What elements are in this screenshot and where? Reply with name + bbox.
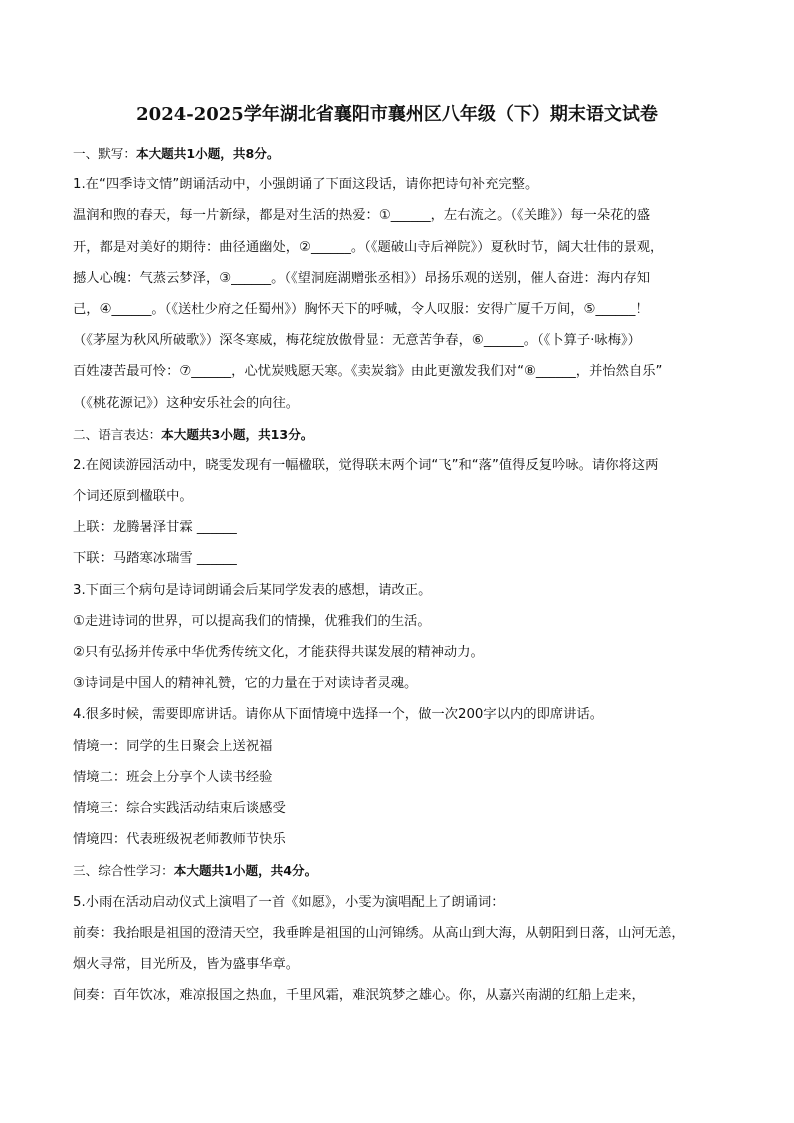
text-line (73, 543, 723, 574)
line-text: 撼人心魄：气蒸云梦泽，③______。（《望洞庭湖赠张丞相》）昂扬乐观的送别，催人奋进：海内存知 (73, 270, 651, 286)
line-text: 5.小雨在活动启动仪式上演唱了一首《如愿》，小雯为演唱配上了朗诵词： (73, 894, 505, 910)
text-line (73, 200, 723, 231)
line-text: 3.下面三个病句是诗词朗诵会后某同学发表的感想，请改正。 (73, 582, 432, 598)
text-line (73, 918, 723, 949)
line-text: 上联：龙腾暑泽甘霖 ______ (73, 520, 237, 536)
text-line (73, 699, 723, 730)
text-line (73, 450, 723, 481)
heading-score: 本大题共3小题，共13分。 (161, 426, 314, 442)
text-line (73, 793, 723, 824)
text-line (73, 980, 723, 1011)
text-line (73, 232, 723, 263)
text-line (73, 388, 723, 419)
line-text: 烟火寻常，目光所及，皆为盛事华章。 (73, 956, 300, 972)
text-line (73, 887, 723, 918)
line-text: ③诗词是中国人的精神礼赞，它的力量在于对读诗者灵魂。 (73, 676, 418, 692)
text-line (73, 263, 723, 294)
text-line (73, 481, 723, 512)
line-text: 情境三：综合实践活动结束后谈感受 (73, 800, 286, 816)
line-text: 三、综合性学习： (73, 863, 174, 879)
text-line (73, 512, 723, 543)
line-text: 情境四：代表班级祝老师教师节快乐 (73, 832, 286, 848)
section-heading (73, 855, 723, 886)
text-line (73, 325, 723, 356)
line-text: 一、默写： (73, 146, 136, 161)
line-text: 情境一：同学的生日聚会上送祝福 (73, 738, 273, 754)
line-text: ②只有弘扬并传承中华优秀传统文化，才能获得共谋发展的精神动力。 (73, 645, 484, 660)
text-line (73, 731, 723, 762)
line-text: 情境二：班会上分享个人读书经验 (73, 769, 273, 785)
text-line (73, 824, 723, 855)
text-line (73, 169, 723, 200)
text-line (73, 668, 723, 699)
text-line (73, 575, 723, 606)
line-text: 间奏：百年饮冰，难凉报国之热血，千里风霜，难泯筑梦之雄心。你，从嘉兴南湖的红船上走来， (73, 988, 645, 1004)
document-body (73, 138, 723, 1011)
line-text: 二、语言表达： (73, 426, 162, 442)
line-text: ①走进诗词的世界，可以提高我们的情操，优雅我们的生活。 (73, 613, 431, 629)
text-line (73, 949, 723, 980)
text-line (73, 356, 723, 387)
line-text: 己，④______。（《送杜少府之任蜀州》）胸怀天下的呼喊，令人叹服：安得广厦千万间，⑤______！ (73, 301, 649, 317)
line-text: （《桃花源记》）这种安乐社会的向往。 (73, 395, 300, 411)
line-text: 温润和煦的春天，每一片新绿，都是对生活的热爱：①______，左右流之。（《关雎》）每一朵花的盛 (73, 208, 651, 224)
heading-score: 本大题共1小题，共8分。 (135, 146, 280, 161)
line-text: 开，都是对美好的期待：曲径通幽处，②______。（《题破山寺后禅院》）夏秋时节，阔大壮伟的景观， (73, 239, 664, 255)
line-text: 个词还原到楹联中。 (73, 489, 193, 505)
line-text: 2.在阅读游园活动中，晓雯发现有一幅楹联，觉得联末两个词“飞”和“落”值得反复吟咏。请你将这两 (73, 457, 659, 473)
text-line (73, 606, 723, 637)
text-line (73, 637, 723, 668)
line-text: （《茅屋为秋风所破歌》）深冬寒威，梅花绽放傲骨显：无意苦争春，⑥______。（《卜算子·咏梅》） (73, 333, 641, 349)
line-text: 下联：马踏寒冰瑞雪 ______ (73, 551, 237, 567)
line-text: 前奏：我抬眼是祖国的澄清天空，我垂眸是祖国的山河锦绣。从高山到大海，从朝阳到日落，山河无恙， (73, 925, 685, 941)
text-line (73, 294, 723, 325)
heading-score: 本大题共1小题，共4分。 (173, 863, 318, 879)
line-text: 百姓凄苦最可怜：⑦______，心忧炭贱愿天寒。《卖炭翁》由此更激发我们对“⑧______，并怡然自乐” (73, 364, 663, 380)
line-text: 4.很多时候，需要即席讲话。请你从下面情境中选择一个，做一次200字以内的即席讲话。 (73, 707, 604, 723)
section-heading (73, 138, 723, 169)
page-title: 2024-2025学年湖北省襄阳市襄州区八年级（下）期末语文试卷 (136, 104, 658, 125)
text-line (73, 762, 723, 793)
line-text: 1.在“四季诗文情”朗诵活动中，小强朗诵了下面这段话，请你把诗句补充完整。 (73, 177, 539, 193)
section-heading (73, 419, 723, 450)
